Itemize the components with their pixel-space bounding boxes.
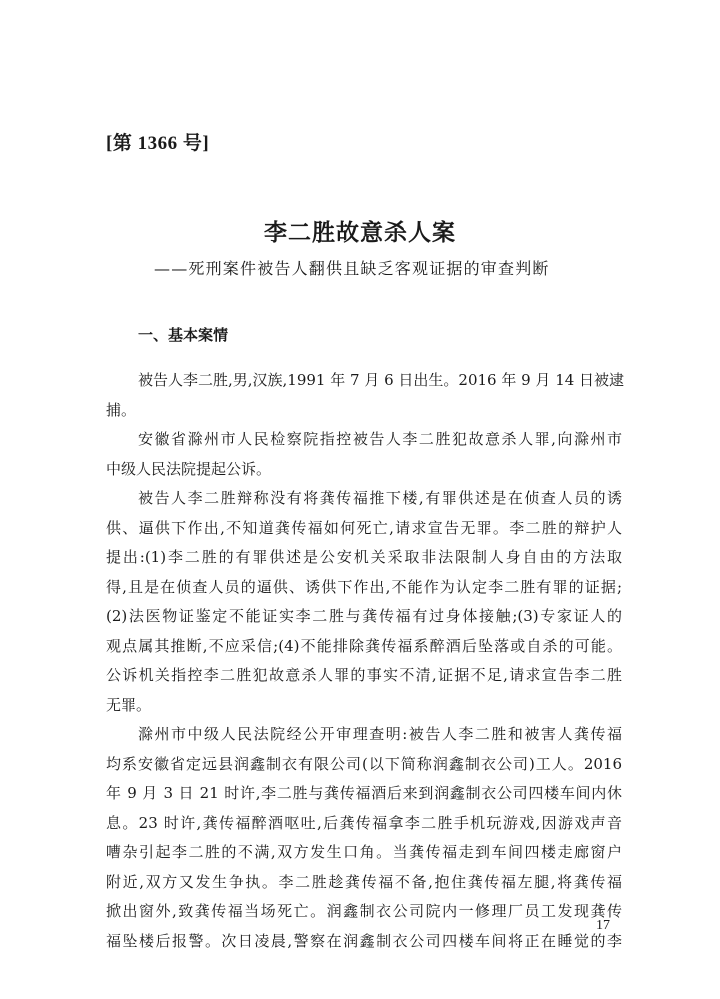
text-line: 附近,双方又发生争执。李二胜趁龚传福不备,抱住龚传福左腿,将龚传福 bbox=[106, 872, 622, 891]
text-line: 掀出窗外,致龚传福当场死亡。润鑫制衣公司院内一修理厂员工发现龚传 bbox=[106, 902, 622, 920]
text-line: 捕。 bbox=[106, 400, 137, 419]
body-text bbox=[106, 366, 625, 956]
page-subtitle: ——死刑案件被告人翻供且缺乏客观证据的审查判断 bbox=[154, 259, 550, 278]
text-line: 息。23 时许,龚传福醉酒呕吐,后龚传福拿李二胜手机玩游戏,因游戏声音 bbox=[106, 813, 622, 832]
page-number: 17 bbox=[596, 918, 610, 933]
case-number: [第 1366 号] bbox=[106, 133, 210, 154]
text-line: 年 9 月 3 日 21 时许,李二胜与龚传福酒后来到润鑫制衣公司四楼车间内休 bbox=[106, 784, 622, 802]
text-line: 得,且是在侦查人员的逼供、诱供下作出,不能作为认定李二胜有罪的证据; bbox=[106, 577, 622, 596]
text-line: 中级人民法院提起公诉。 bbox=[106, 459, 272, 478]
text-line: 滁州市中级人民法院经公开审理查明:被告人李二胜和被害人龚传福 bbox=[138, 725, 622, 743]
text-line: 无罪。 bbox=[106, 695, 152, 714]
section-heading: 一、基本案情 bbox=[138, 326, 229, 344]
text-line: 安徽省滁州市人民检察院指控被告人李二胜犯故意杀人罪,向滁州市 bbox=[138, 430, 622, 448]
text-line: 嘈杂引起李二胜的不满,双方发生口角。当龚传福走到车间四楼走廊窗户 bbox=[106, 843, 622, 861]
text-line: 被告人李二胜,男,汉族,1991 年 7 月 6 日出生。2016 年 9 月 14 日被逮 bbox=[138, 371, 625, 389]
text-line: (2)法医物证鉴定不能证实李二胜与龚传福有过身体接触;(3)专家证人的 bbox=[106, 607, 622, 625]
text-line: 公诉机关指控李二胜犯故意杀人罪的事实不清,证据不足,请求宣告李二胜 bbox=[106, 666, 622, 684]
text-line: 福坠楼后报警。次日凌晨,警察在润鑫制衣公司四楼车间将正在睡觉的李 bbox=[106, 931, 622, 950]
text-line: 提出:(1)李二胜的有罪供述是公安机关采取非法限制人身自由的方法取 bbox=[106, 548, 622, 566]
text-line: 被告人李二胜辩称没有将龚传福推下楼,有罪供述是在侦查人员的诱 bbox=[138, 489, 622, 507]
text-line: 观点属其推断,不应采信;(4)不能排除龚传福系醉酒后坠落或自杀的可能。 bbox=[106, 636, 622, 655]
page-title: 李二胜故意杀人案 bbox=[264, 219, 456, 246]
text-line: 供、逼供下作出,不知道龚传福如何死亡,请求宣告无罪。李二胜的辩护人 bbox=[106, 518, 622, 537]
text-line: 均系安徽省定远县润鑫制衣有限公司(以下简称润鑫制衣公司)工人。2016 bbox=[106, 754, 622, 773]
